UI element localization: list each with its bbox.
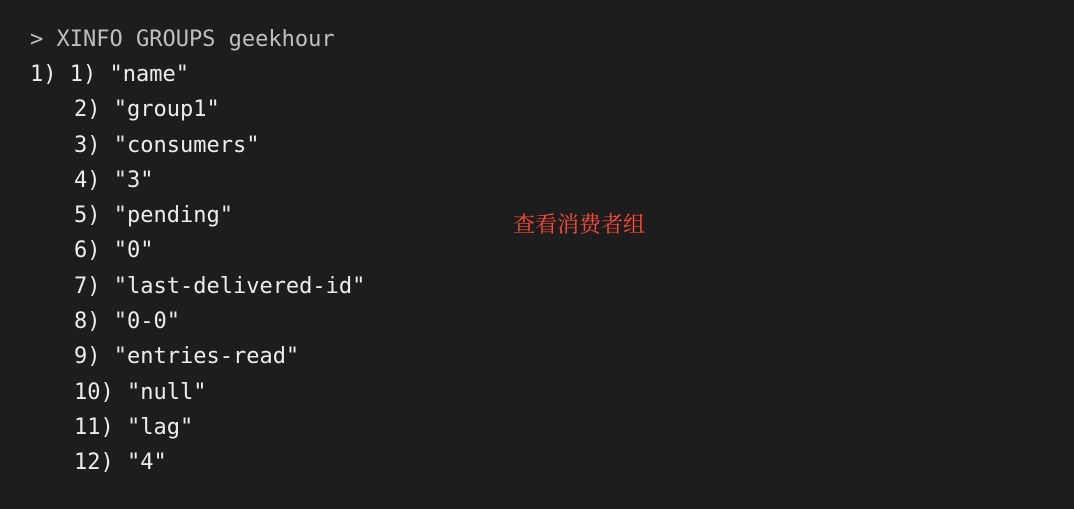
row-index: 3) [74,132,101,158]
command-line: > XINFO GROUPS geekhour [30,27,335,52]
row-index: 12) [74,450,114,476]
row-value: "pending" [113,203,233,229]
output-row [30,445,365,480]
outer-index: 1) [30,62,57,87]
output-row [30,128,365,163]
row-index: 5) [74,203,101,229]
row-index: 7) [74,273,101,299]
output-row [30,269,365,304]
output-row [30,233,365,268]
output-row [30,198,365,233]
row-value: "last-delivered-id" [113,273,366,299]
annotation-label: 查看消费者组 [513,213,646,238]
output-row [30,304,365,339]
row-value: "lag" [127,414,194,440]
row-value: "entries-read" [113,344,300,370]
output-row [30,163,365,198]
row-index: 11) [74,414,114,440]
row-index: 1) [69,62,97,87]
row-index: 8) [74,309,101,335]
row-value: "consumers" [113,132,260,158]
output-row [30,339,365,374]
row-index: 6) [74,238,101,264]
output-row [30,57,365,92]
row-index: 4) [74,167,101,193]
row-value: "3" [113,167,154,193]
row-value: "0" [113,238,154,264]
output-row [30,410,365,445]
row-value: "0-0" [113,309,180,335]
row-value: "name" [109,62,189,87]
row-value: "4" [127,450,167,476]
row-index: 10) [74,379,114,405]
command-output [30,57,365,481]
output-row [30,92,365,127]
row-index: 2) [74,97,101,123]
row-index: 9) [74,344,101,370]
output-row [30,375,365,410]
row-value: "null" [127,379,207,405]
row-value: "group1" [113,97,220,123]
